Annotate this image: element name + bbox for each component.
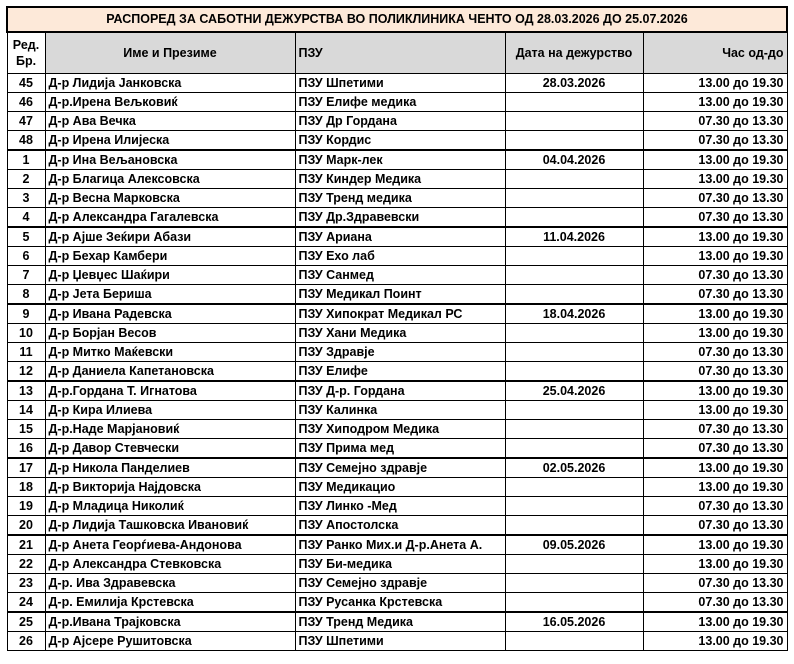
pzu-name: ПЗУ Медикал Поинт xyxy=(295,285,505,305)
pzu-name: ПЗУ Русанка Крстевска xyxy=(295,593,505,613)
table-row xyxy=(7,189,787,208)
pzu-name: ПЗУ Би-медика xyxy=(295,555,505,574)
doctor-name: Д-р Ајсере Рушитовска xyxy=(45,632,295,651)
row-number: 17 xyxy=(7,458,45,478)
row-number: 13 xyxy=(7,381,45,401)
schedule-title: РАСПОРЕД ЗА САБОТНИ ДЕЖУРСТВА ВО ПОЛИКЛИНИКА ЧЕНТО ОД 28.03.2026 ДО 25.07.2026 xyxy=(7,7,787,32)
header-time: Час од-до xyxy=(643,32,787,74)
table-row xyxy=(7,74,787,93)
duty-date xyxy=(505,131,643,151)
doctor-name: Д-р Александра Стевковска xyxy=(45,555,295,574)
row-number: 6 xyxy=(7,247,45,266)
duty-hours: 13.00 до 19.30 xyxy=(643,227,787,247)
table-row xyxy=(7,93,787,112)
row-number: 48 xyxy=(7,131,45,151)
duty-date xyxy=(505,112,643,131)
row-number: 7 xyxy=(7,266,45,285)
row-number: 20 xyxy=(7,516,45,536)
doctor-name: Д-р Давор Стевчески xyxy=(45,439,295,459)
duty-date xyxy=(505,478,643,497)
duty-date xyxy=(505,247,643,266)
duty-date xyxy=(505,420,643,439)
doctor-name: Д-р Џевџес Шаќири xyxy=(45,266,295,285)
row-number: 5 xyxy=(7,227,45,247)
row-number: 9 xyxy=(7,304,45,324)
duty-hours: 07.30 до 13.30 xyxy=(643,574,787,593)
pzu-name: ПЗУ Шпетими xyxy=(295,632,505,651)
table-row xyxy=(7,131,787,151)
header-row xyxy=(7,32,787,74)
duty-date: 09.05.2026 xyxy=(505,535,643,555)
doctor-name: Д-р Ивана Радевска xyxy=(45,304,295,324)
duty-date xyxy=(505,401,643,420)
doctor-name: Д-р Ајше Зеќири Абази xyxy=(45,227,295,247)
table-row xyxy=(7,343,787,362)
row-number: 8 xyxy=(7,285,45,305)
table-row xyxy=(7,478,787,497)
row-number: 11 xyxy=(7,343,45,362)
row-number: 4 xyxy=(7,208,45,228)
doctor-name: Д-р Викторија Најдовска xyxy=(45,478,295,497)
duty-date xyxy=(505,285,643,305)
pzu-name: ПЗУ Семејно здравје xyxy=(295,574,505,593)
doctor-name: Д-р Анета Георѓиева-Андонова xyxy=(45,535,295,555)
duty-date xyxy=(505,555,643,574)
pzu-name: ПЗУ Елифе xyxy=(295,362,505,382)
pzu-name: ПЗУ Санмед xyxy=(295,266,505,285)
table-row xyxy=(7,112,787,131)
header-pzu: ПЗУ xyxy=(295,32,505,74)
doctor-name: Д-р Даниела Капетановска xyxy=(45,362,295,382)
pzu-name: ПЗУ Др.Здравевски xyxy=(295,208,505,228)
pzu-name: ПЗУ Хиподром Медика xyxy=(295,420,505,439)
pzu-name: ПЗУ Тренд медика xyxy=(295,189,505,208)
header-date: Дата на дежурство xyxy=(505,32,643,74)
duty-date: 16.05.2026 xyxy=(505,612,643,632)
duty-hours: 07.30 до 13.30 xyxy=(643,266,787,285)
doctor-name: Д-р Кира Илиева xyxy=(45,401,295,420)
duty-hours: 07.30 до 13.30 xyxy=(643,516,787,536)
doctor-name: Д-р Никола Панделиев xyxy=(45,458,295,478)
table-row xyxy=(7,612,787,632)
table-row xyxy=(7,266,787,285)
duty-hours: 07.30 до 13.30 xyxy=(643,189,787,208)
table-row xyxy=(7,632,787,651)
duty-hours: 07.30 до 13.30 xyxy=(643,343,787,362)
pzu-name: ПЗУ Медикацио xyxy=(295,478,505,497)
pzu-name: ПЗУ Прима мед xyxy=(295,439,505,459)
pzu-name: ПЗУ Хипократ Медикал РС xyxy=(295,304,505,324)
doctor-name: Д-р Митко Маќевски xyxy=(45,343,295,362)
pzu-name: ПЗУ Хани Медика xyxy=(295,324,505,343)
row-number: 47 xyxy=(7,112,45,131)
table-row xyxy=(7,381,787,401)
row-number: 2 xyxy=(7,170,45,189)
header-name: Име и Презиме xyxy=(45,32,295,74)
table-row xyxy=(7,285,787,305)
doctor-name: Д-р Лидија Ташковска Ивановиќ xyxy=(45,516,295,536)
table-row xyxy=(7,401,787,420)
duty-date xyxy=(505,574,643,593)
duty-hours: 13.00 до 19.30 xyxy=(643,381,787,401)
table-row xyxy=(7,362,787,382)
duty-date xyxy=(505,266,643,285)
doctor-name: Д-р.Гордана Т. Игнатова xyxy=(45,381,295,401)
pzu-name: ПЗУ Здравје xyxy=(295,343,505,362)
pzu-name: ПЗУ Линко -Мед xyxy=(295,497,505,516)
doctor-name: Д-р Борјан Весов xyxy=(45,324,295,343)
row-number: 46 xyxy=(7,93,45,112)
table-row xyxy=(7,593,787,613)
table-row xyxy=(7,208,787,228)
duty-hours: 13.00 до 19.30 xyxy=(643,324,787,343)
duty-date: 18.04.2026 xyxy=(505,304,643,324)
duty-date xyxy=(505,593,643,613)
row-number: 45 xyxy=(7,74,45,93)
header-no-line1: Ред. xyxy=(12,38,40,52)
table-row xyxy=(7,516,787,536)
table-row xyxy=(7,458,787,478)
duty-date: 04.04.2026 xyxy=(505,150,643,170)
pzu-name: ПЗУ Кордис xyxy=(295,131,505,151)
duty-hours: 07.30 до 13.30 xyxy=(643,362,787,382)
row-number: 18 xyxy=(7,478,45,497)
pzu-name: ПЗУ Ранко Мих.и Д-р.Анета А. xyxy=(295,535,505,555)
row-number: 3 xyxy=(7,189,45,208)
duty-hours: 13.00 до 19.30 xyxy=(643,93,787,112)
row-number: 1 xyxy=(7,150,45,170)
pzu-name: ПЗУ Ехо лаб xyxy=(295,247,505,266)
doctor-name: Д-р Благица Алексовска xyxy=(45,170,295,189)
row-number: 15 xyxy=(7,420,45,439)
schedule-table xyxy=(6,6,788,651)
doctor-name: Д-р Ина Вељановска xyxy=(45,150,295,170)
row-number: 12 xyxy=(7,362,45,382)
doctor-name: Д-р Лидија Јанковска xyxy=(45,74,295,93)
duty-hours: 07.30 до 13.30 xyxy=(643,285,787,305)
doctor-name: Д-р Весна Марковска xyxy=(45,189,295,208)
pzu-name: ПЗУ Елифе медика xyxy=(295,93,505,112)
table-row xyxy=(7,227,787,247)
schedule-sheet xyxy=(6,6,786,651)
row-number: 23 xyxy=(7,574,45,593)
duty-hours: 13.00 до 19.30 xyxy=(643,304,787,324)
row-number: 22 xyxy=(7,555,45,574)
table-row xyxy=(7,150,787,170)
duty-date: 11.04.2026 xyxy=(505,227,643,247)
duty-date xyxy=(505,362,643,382)
duty-hours: 13.00 до 19.30 xyxy=(643,535,787,555)
table-row xyxy=(7,535,787,555)
table-row xyxy=(7,247,787,266)
pzu-name: ПЗУ Др Гордана xyxy=(295,112,505,131)
doctor-name: Д-р.Ирена Вељковиќ xyxy=(45,93,295,112)
schedule-rows xyxy=(7,74,787,651)
duty-hours: 07.30 до 13.30 xyxy=(643,420,787,439)
doctor-name: Д-р.Ивана Трајковска xyxy=(45,612,295,632)
header-no xyxy=(7,32,45,74)
pzu-name: ПЗУ Калинка xyxy=(295,401,505,420)
pzu-name: ПЗУ Д-р. Гордана xyxy=(295,381,505,401)
doctor-name: Д-р Бехар Камбери xyxy=(45,247,295,266)
duty-date xyxy=(505,632,643,651)
table-row xyxy=(7,170,787,189)
duty-hours: 07.30 до 13.30 xyxy=(643,439,787,459)
doctor-name: Д-р.Наде Марјановиќ xyxy=(45,420,295,439)
duty-date xyxy=(505,189,643,208)
pzu-name: ПЗУ Апостолска xyxy=(295,516,505,536)
row-number: 24 xyxy=(7,593,45,613)
row-number: 19 xyxy=(7,497,45,516)
table-row xyxy=(7,439,787,459)
doctor-name: Д-р Младица Николиќ xyxy=(45,497,295,516)
duty-hours: 13.00 до 19.30 xyxy=(643,632,787,651)
duty-date xyxy=(505,516,643,536)
duty-date xyxy=(505,343,643,362)
table-row xyxy=(7,420,787,439)
duty-date: 02.05.2026 xyxy=(505,458,643,478)
duty-hours: 13.00 до 19.30 xyxy=(643,170,787,189)
pzu-name: ПЗУ Семејно здравје xyxy=(295,458,505,478)
table-row xyxy=(7,324,787,343)
duty-hours: 07.30 до 13.30 xyxy=(643,112,787,131)
duty-date xyxy=(505,497,643,516)
doctor-name: Д-р Ирена Илијеска xyxy=(45,131,295,151)
doctor-name: Д-р Александра Гагалевска xyxy=(45,208,295,228)
header-no-line2: Бр. xyxy=(15,54,37,68)
duty-hours: 13.00 до 19.30 xyxy=(643,458,787,478)
table-row xyxy=(7,555,787,574)
row-number: 21 xyxy=(7,535,45,555)
duty-hours: 07.30 до 13.30 xyxy=(643,497,787,516)
duty-date xyxy=(505,324,643,343)
doctor-name: Д-р. Емилија Крстевска xyxy=(45,593,295,613)
doctor-name: Д-р. Ива Здравевска xyxy=(45,574,295,593)
duty-date xyxy=(505,439,643,459)
doctor-name: Д-р Јета Бериша xyxy=(45,285,295,305)
table-row xyxy=(7,497,787,516)
duty-hours: 13.00 до 19.30 xyxy=(643,247,787,266)
duty-hours: 07.30 до 13.30 xyxy=(643,593,787,613)
duty-date xyxy=(505,208,643,228)
pzu-name: ПЗУ Марк-лек xyxy=(295,150,505,170)
pzu-name: ПЗУ Ариана xyxy=(295,227,505,247)
row-number: 25 xyxy=(7,612,45,632)
duty-hours: 13.00 до 19.30 xyxy=(643,401,787,420)
duty-date: 25.04.2026 xyxy=(505,381,643,401)
pzu-name: ПЗУ Киндер Медика xyxy=(295,170,505,189)
table-row xyxy=(7,304,787,324)
duty-hours: 13.00 до 19.30 xyxy=(643,612,787,632)
duty-date xyxy=(505,93,643,112)
duty-date: 28.03.2026 xyxy=(505,74,643,93)
doctor-name: Д-р Ава Вечка xyxy=(45,112,295,131)
table-row xyxy=(7,574,787,593)
duty-hours: 13.00 до 19.30 xyxy=(643,555,787,574)
row-number: 14 xyxy=(7,401,45,420)
row-number: 26 xyxy=(7,632,45,651)
duty-hours: 13.00 до 19.30 xyxy=(643,74,787,93)
row-number: 16 xyxy=(7,439,45,459)
duty-hours: 07.30 до 13.30 xyxy=(643,131,787,151)
duty-date xyxy=(505,170,643,189)
pzu-name: ПЗУ Шпетими xyxy=(295,74,505,93)
row-number: 10 xyxy=(7,324,45,343)
duty-hours: 13.00 до 19.30 xyxy=(643,150,787,170)
duty-hours: 13.00 до 19.30 xyxy=(643,478,787,497)
duty-hours: 07.30 до 13.30 xyxy=(643,208,787,228)
title-row xyxy=(7,7,787,32)
pzu-name: ПЗУ Тренд Медика xyxy=(295,612,505,632)
